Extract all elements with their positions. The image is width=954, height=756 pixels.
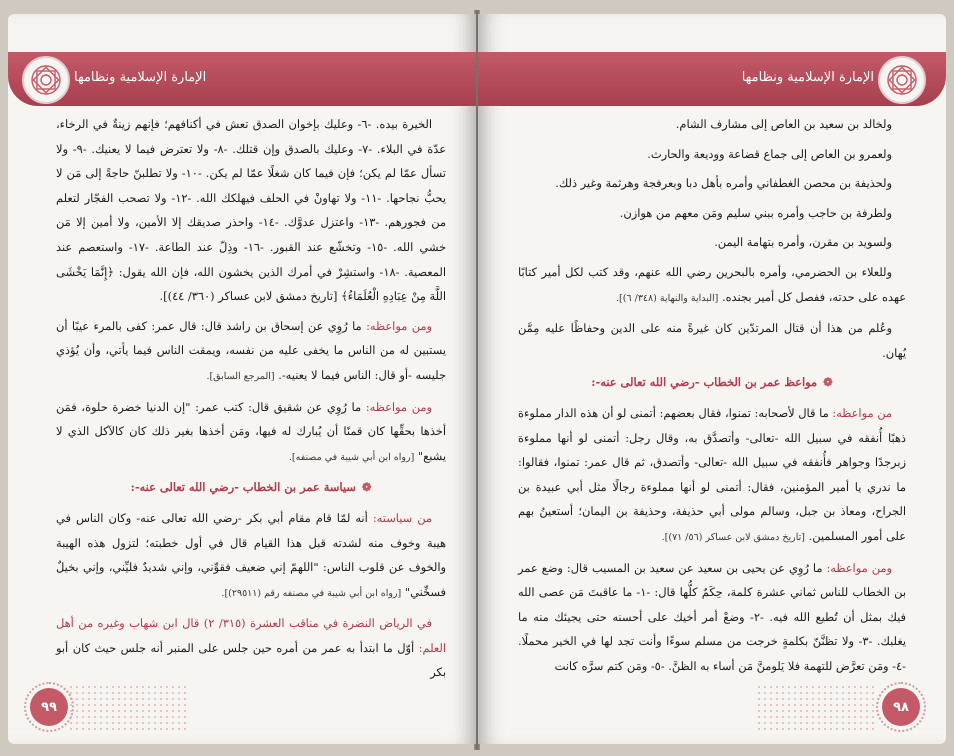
lead-phrase: ومن مواعظه:	[826, 560, 892, 575]
left-paragraph-1: الخيرة بيده. -٦- وعليك بإخوان الصدق تعش في أكنافهم؛ فإنهم زينةٌ في الرخاء، عدّة في البلاء. -٧- وعليك بالصدق وإن قتلك. -٨- ولا تعترض فيما لا يعنيك. -٩- ولا تسأل عمّا لم يكن؛ فإن فيما كان شغلًا عمّا لم يكن. -١٠- ولا تطلبنّ حاجةً إلى مَن لا يحبُّ نجاحها. -١١- ولا تهاونْ في الحلف فيهلكك الله. -١٢- ولا تصحب الفجّار لتعلم من فجورهم. -١٣- واعتزل عدوَّك. -١٤- واحذر صديقك إلا الأمين، ولا أمين إلا مَن خشي الله. -١٥- وتخشّع عند القبور. -١٦- وذِلّ عند الطاعة. -١٧- واستعصم عند المعصية. -١٨- واستشِرْ في أمرك الذين يخشون الله، فإن الله يقول: ﴿إِنَّمَا يَخْشَى اللَّهَ مِنْ عِبَادِهِ الْعُلَمَاءُ﴾ [تاريخ دمشق لابن عساكر (٣٦٠/ ٤٤)].	[56, 117, 447, 304]
right-line-4: ولطرفة بن حاجب وأمره ببني سليم ومَن معهم من هوازن.	[619, 205, 892, 220]
paragraph-body: أوّل ما ابتدأ به عمر من أمره حين جلس على المنبر أنه جلس حيث كان أبو بكر	[56, 640, 446, 680]
left-paragraph-2	[56, 314, 446, 390]
citation: [رواه ابن أبي شيبة في مصنفه].	[288, 451, 415, 463]
left-header-band	[8, 52, 476, 106]
right-paragraph-3	[518, 401, 906, 551]
right-line-5: ولسويد بن مقرن، وأمره بتهامة اليمن.	[714, 235, 892, 250]
page-number: ٩٨	[882, 688, 920, 726]
right-page	[478, 14, 946, 744]
left-page	[8, 14, 476, 744]
right-paragraph-2: وعُلم من هذا أن قتال المرتدّين كان غيرةً منه على الدين وحفاظًا عليه مِمَّن يُهان.	[518, 321, 906, 360]
decorative-dots	[68, 684, 188, 734]
right-line-1: ولخالد بن سعيد بن العاص إلى مشارف الشام.	[675, 117, 892, 131]
right-line-3: ولحذيفة بن محصن الغطفاني وأمره بأهل دبا وبعرفجة وهرثمة وغير ذلك.	[555, 176, 892, 191]
flower-icon: ❁	[823, 375, 833, 390]
section-heading	[518, 370, 906, 395]
decorative-dots	[756, 684, 876, 734]
citation: [رواه ابن أبي شيبة في مصنفه رقم (٢٩٥١١)].	[221, 587, 402, 599]
left-page-text	[56, 112, 446, 690]
citation: [البداية والنهاية (٣٤٨/ ٦)].	[616, 292, 719, 304]
right-page-text	[518, 112, 906, 683]
section-heading-text: سياسة عمر بن الخطاب -رضي الله تعالى عنه-:	[130, 480, 356, 495]
left-paragraph-5	[56, 611, 446, 685]
paragraph-body: ما رُوِي عن يحيى بن سعيد عن سعيد بن المسيب قال: وضع عمر بن الخطاب للناس ثماني عشرة كلمة، حِكَمٌ كلُّها قال: -١- ما عاقبتَ مَن عصى الله فيك بمثل أن تُطيع الله فيه. -٢- وضعْ أمر أخيك على أحسنه حتى يجيئك منه ما يغلبك. -٣- ولا تظنَّنّ بكلمةٍ خرجت من مسلم سوءًا وأنت تجد لها في الخير محملًا. -٤- ومَن تعرَّض للتهمة فلا يَلومنَّ مَن أساء به الظنَّ. -٥- ومَن كتم سرَّه كانت	[518, 560, 907, 673]
left-paragraph-3	[56, 395, 446, 471]
right-header-band	[478, 52, 946, 106]
ornament-icon	[878, 56, 926, 104]
lead-phrase: ومن مواعظه:	[365, 399, 432, 414]
citation: [تاريخ دمشق لابن عساكر (٥٦/ ٧١)].	[661, 531, 805, 543]
paragraph-body: ما رُوِي عن شقيق قال: كتب عمر: "إن الدنيا خضرة حلوة، فمَن أخذها بحقِّها كان قمنًا أن يُبارك له فيها، ومَن أخذها بغير ذلك كان كالآكل الذي لا يشبع"	[56, 399, 446, 463]
left-paragraph-4	[56, 506, 446, 606]
right-paragraph-1	[518, 260, 906, 311]
right-line-2: ولعمرو بن العاص إلى جماع قضاعة ووديعة والحارث.	[647, 146, 892, 161]
lead-phrase: من مواعظه:	[832, 405, 892, 420]
lead-phrase: من سياسته:	[372, 510, 432, 525]
ornament-icon	[22, 56, 70, 104]
right-paragraph-4	[518, 556, 906, 679]
paragraph-body: ما قال لأصحابه: تمنوا، فقال بعضهم: أتمنى لو أن هذه الدار مملوءة ذهبًا أُنفقه في سبيل الله -تعالى- وأتصدَّق به، وقال رجل: أتمنى لو أنها مملوءة زبرجدًا وجواهر فأُنفقه في سبيل الله -تعالى- وأتصدق، ثم قال عمر: تمنوا، فقالوا: ما ندري يا أمير المؤمنين، فقال: أتمنى لو أنها مملوءة رجالًا مثل أبي عبيدة بن الجراح، ومعاذ بن جبل، وسالم مولى أبي حذيفة، وحذيفة بن اليمان؛ أستعينُ بهم على أمور المسلمين.	[518, 405, 906, 543]
page-number: ٩٩	[30, 688, 68, 726]
lead-phrase: في الرياض النضرة في مناقب العشرة (٣١٥/ ٢) قال ابن شهاب وغيره من أهل العلم:	[56, 616, 446, 655]
lead-phrase: ومن مواعظه:	[366, 318, 432, 333]
citation: [المرجع السابق].	[206, 370, 275, 382]
paragraph-body: ما رُوِي عن إسحاق بن راشد قال: قال عمر: كفى بالمرء عيبًا أن يستبين له من الناس ما يخفى عليه من نفسه، ويمقت الناس فيما يأتي، وأن يُؤذي جليسه -أو قال: الناس فيما لا يعنيه-.	[56, 318, 446, 382]
section-heading-text: مواعظ عمر بن الخطاب -رضي الله تعالى عنه-:	[591, 375, 818, 390]
paragraph-body: أنه لمّا قام مقام أبي بكر -رضي الله تعالى عنه- وكان الناس في هيبة وخوف منه لشدته قبل هذا القيام قال في أول خطبته؛ لتزول هذه الهيبة والخوف عن قلوب الناس: "اللهمّ إني ضعيف فقوِّني، وإني شديدٌ فليِّني، وإني بخيلٌ فسخِّني"	[56, 510, 446, 599]
section-heading	[56, 475, 446, 500]
paragraph-body: وللعلاء بن الحضرمي، وأمره بالبحرين رضي الله عنهم، وقد كتب لكل أمير كتابًا عهده على حدته، ففصل كل أمير بجنده.	[518, 264, 906, 304]
right-running-title: الإمارة الإسلامية ونظامها	[741, 70, 874, 85]
flower-icon: ❁	[361, 480, 372, 495]
left-running-title: الإمارة الإسلامية ونظامها	[74, 70, 207, 85]
